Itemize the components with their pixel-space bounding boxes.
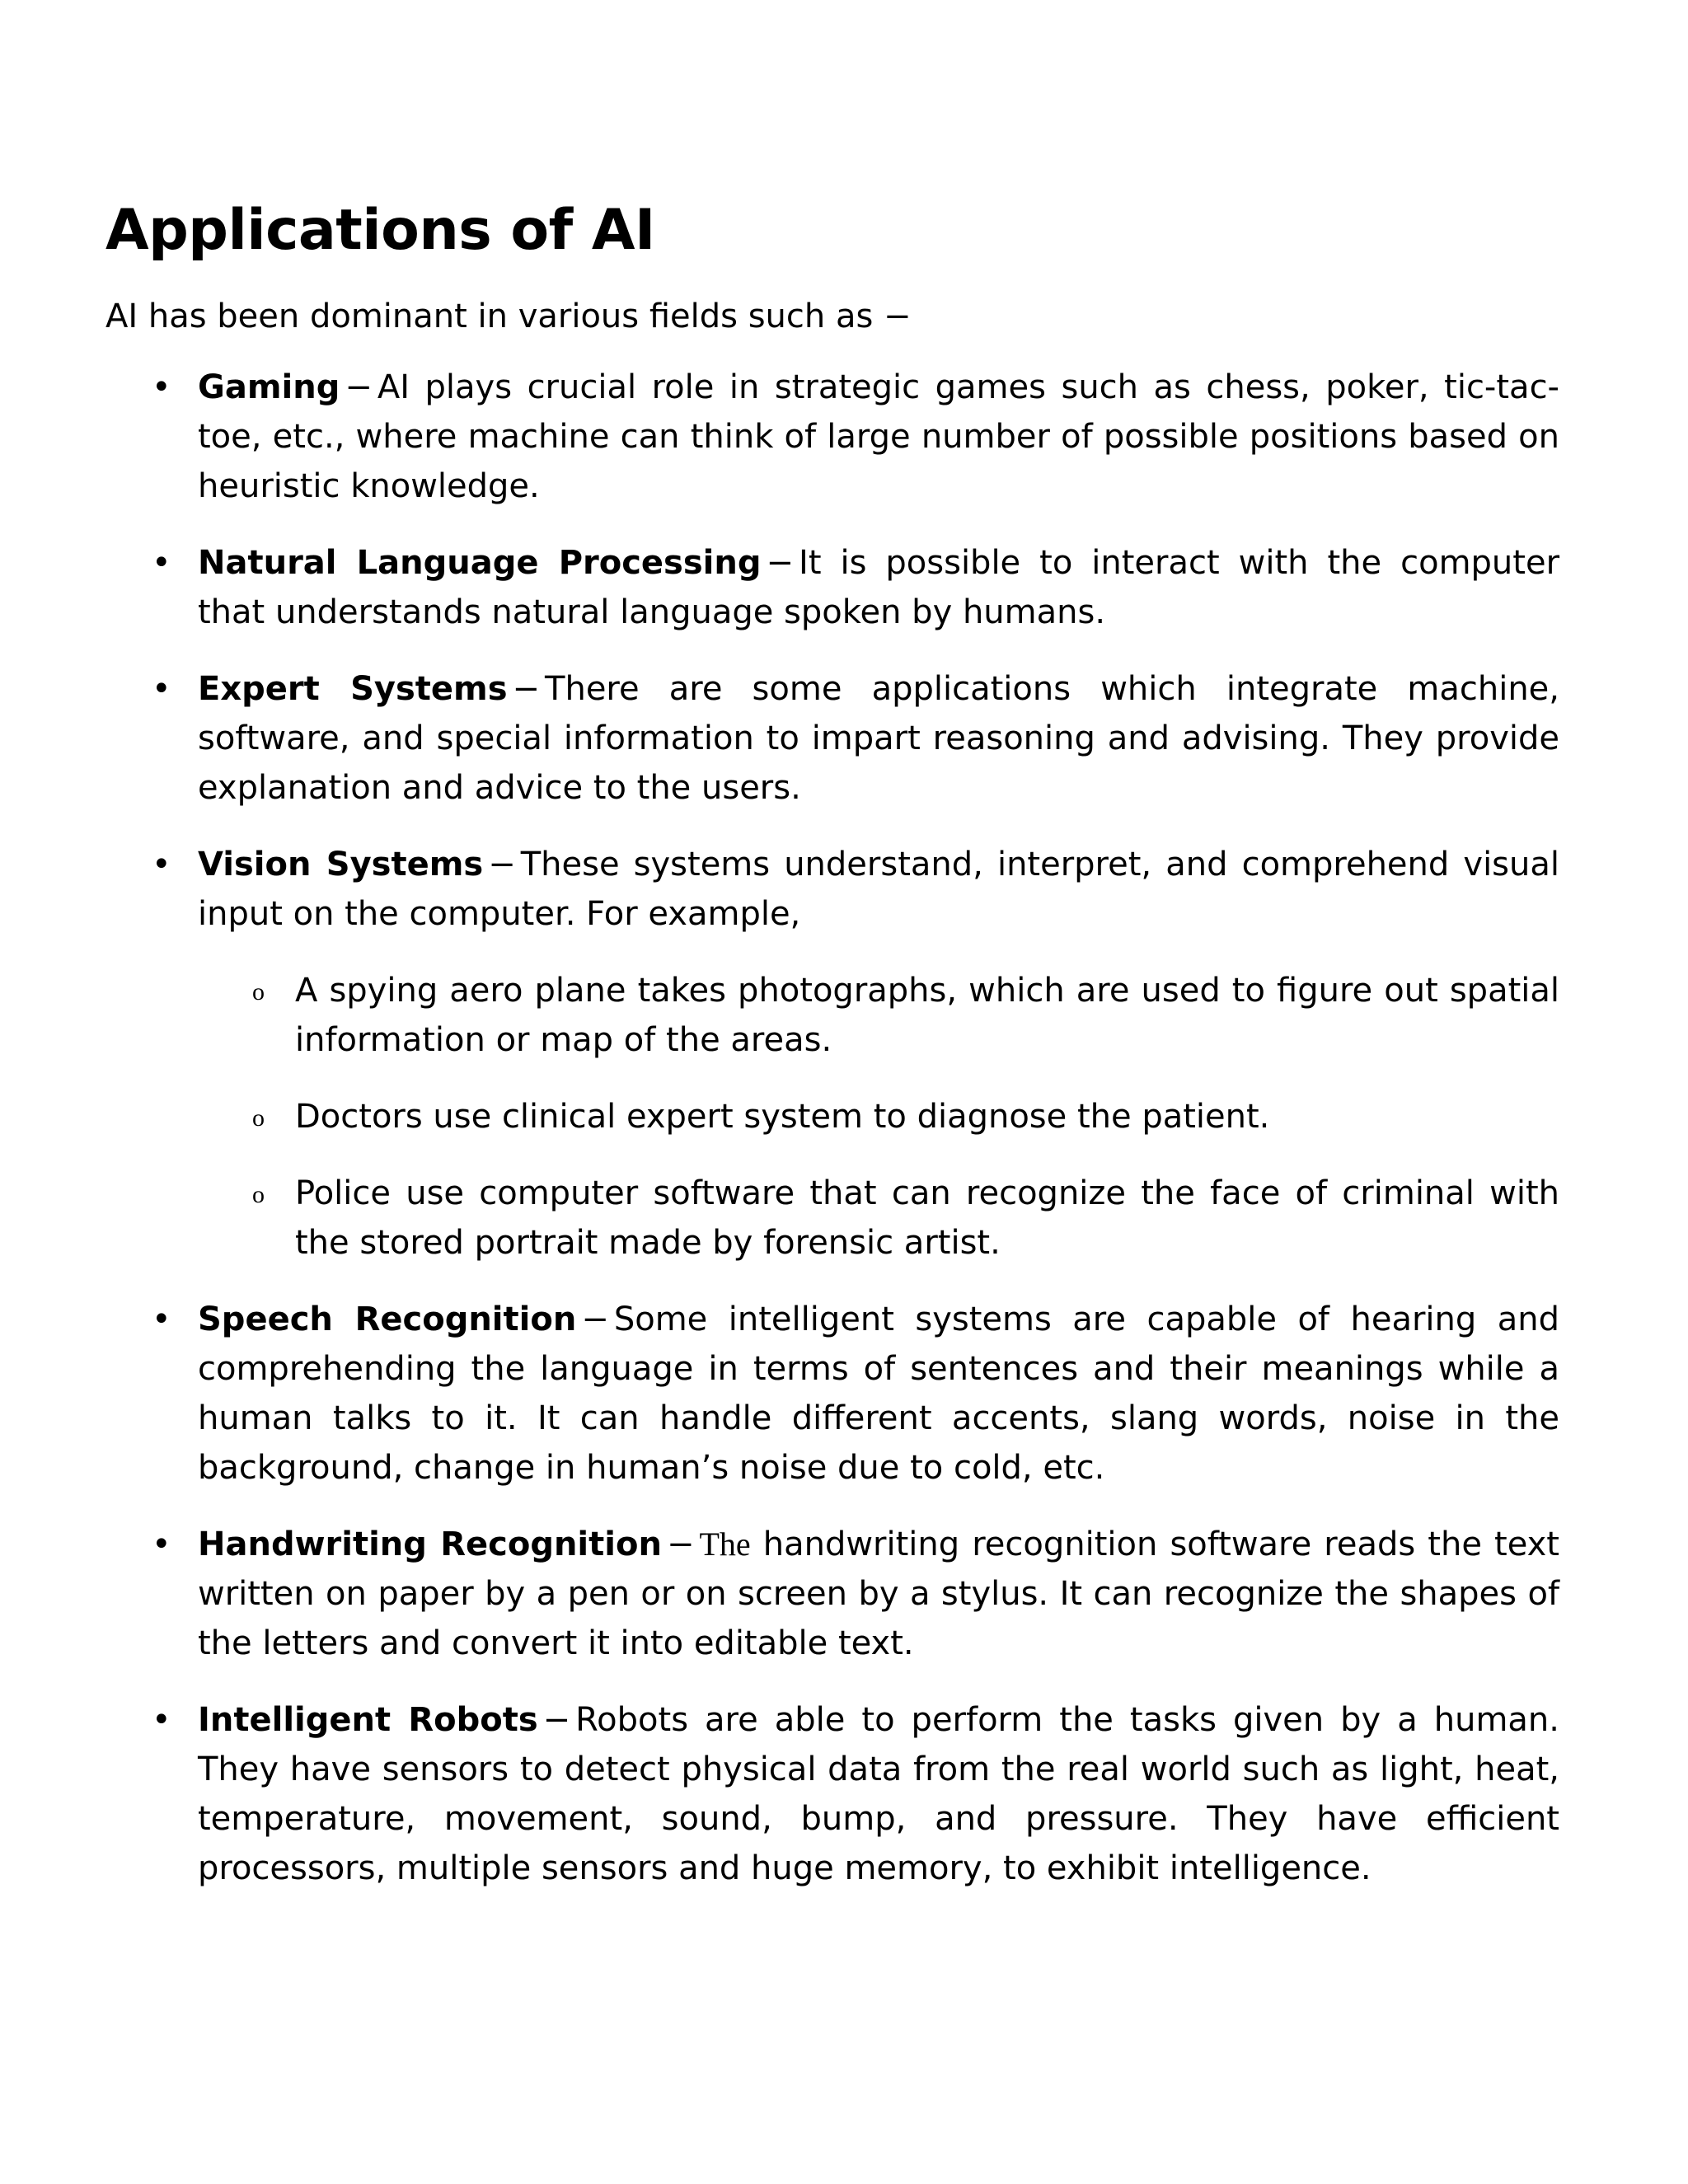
- bullet-icon: •: [152, 670, 171, 708]
- bullet-icon: •: [152, 544, 171, 582]
- list-item-gaming: [106, 363, 1559, 511]
- list-item-natural-language-processing: [106, 538, 1559, 637]
- circle-bullet-icon: o: [252, 1181, 265, 1208]
- item-text: AI plays crucial role in strategic games such as chess, poker, tic-tac-toe, etc., where machine can think of large number of possible positions based on heuristic knowledge.: [198, 368, 1559, 505]
- sub-list-item: [106, 1169, 1559, 1268]
- list-item-handwriting-recognition: [106, 1520, 1559, 1668]
- circle-bullet-icon: o: [252, 978, 265, 1005]
- list-item-expert-systems: [106, 664, 1559, 813]
- item-text-first-word: The: [699, 1526, 751, 1563]
- list-item-speech-recognition: [106, 1295, 1559, 1493]
- dash-separator: −: [512, 670, 541, 708]
- applications-list: [106, 363, 1559, 1893]
- sub-list-item: [106, 1092, 1559, 1141]
- list-item-vision-systems: [106, 840, 1559, 1268]
- item-term: Speech Recognition: [198, 1301, 577, 1338]
- item-term: Gaming: [198, 368, 340, 406]
- bullet-icon: •: [152, 1301, 171, 1338]
- page-title: Applications of AI: [106, 198, 655, 263]
- item-text: It is possible to interact with the computer that understands natural language spoken by humans.: [198, 544, 1560, 631]
- item-text: Robots are able to perform the tasks given by a human. They have sensors to detect physical data from the real world such as light, heat, temperature, movement, sound, bump, and pressure. They have efficient processors, multiple sensors and huge memory, to exhibit intelligence.: [198, 1701, 1559, 1887]
- item-text: Some intelligent systems are capable of hearing and comprehending the language in terms of sentences and their meanings while a human talks to it. It can handle different accents, slang words, noise in the background, change in human’s noise due to cold, etc.: [198, 1301, 1559, 1487]
- document-page: [106, 198, 1559, 1920]
- sub-item-text: A spying aero plane takes photographs, which are used to figure out spatial information or map of the areas.: [295, 972, 1559, 1059]
- dash-separator: −: [581, 1301, 609, 1338]
- sub-item-text: Police use computer software that can recognize the face of criminal with the stored portrait made by forensic artist.: [295, 1174, 1559, 1262]
- bullet-icon: •: [152, 846, 171, 883]
- bullet-icon: •: [152, 368, 171, 406]
- dash-separator: −: [766, 544, 795, 582]
- sub-item-text: Doctors use clinical expert system to diagnose the patient.: [295, 1098, 1270, 1136]
- dash-separator: −: [666, 1526, 695, 1563]
- item-term: Vision Systems: [198, 846, 484, 883]
- sub-list-item: [106, 966, 1559, 1065]
- dash-separator: −: [488, 846, 516, 883]
- vision-examples-list: [198, 966, 1559, 1268]
- item-term: Expert Systems: [198, 670, 508, 708]
- list-item-intelligent-robots: [106, 1695, 1559, 1893]
- intro-text: AI has been dominant in various fields such as −: [106, 298, 912, 335]
- dash-separator: −: [542, 1701, 571, 1739]
- dash-separator: −: [345, 368, 373, 406]
- item-term: Handwriting Recognition: [198, 1526, 662, 1563]
- item-term: Intelligent Robots: [198, 1701, 538, 1739]
- item-text: There are some applications which integrate machine, software, and special information to impart reasoning and advising. They provide explanation and advice to the users.: [198, 670, 1559, 807]
- circle-bullet-icon: o: [252, 1104, 265, 1132]
- bullet-icon: •: [152, 1701, 171, 1739]
- item-text: These systems understand, interpret, and comprehend visual input on the computer. For example,: [198, 846, 1559, 933]
- item-term: Natural Language Processing: [198, 544, 762, 582]
- bullet-icon: •: [152, 1526, 171, 1563]
- item-text: handwriting recognition software reads the text written on paper by a pen or on screen by a stylus. It can recognize the shapes of the letters and convert it into editable text.: [198, 1526, 1559, 1662]
